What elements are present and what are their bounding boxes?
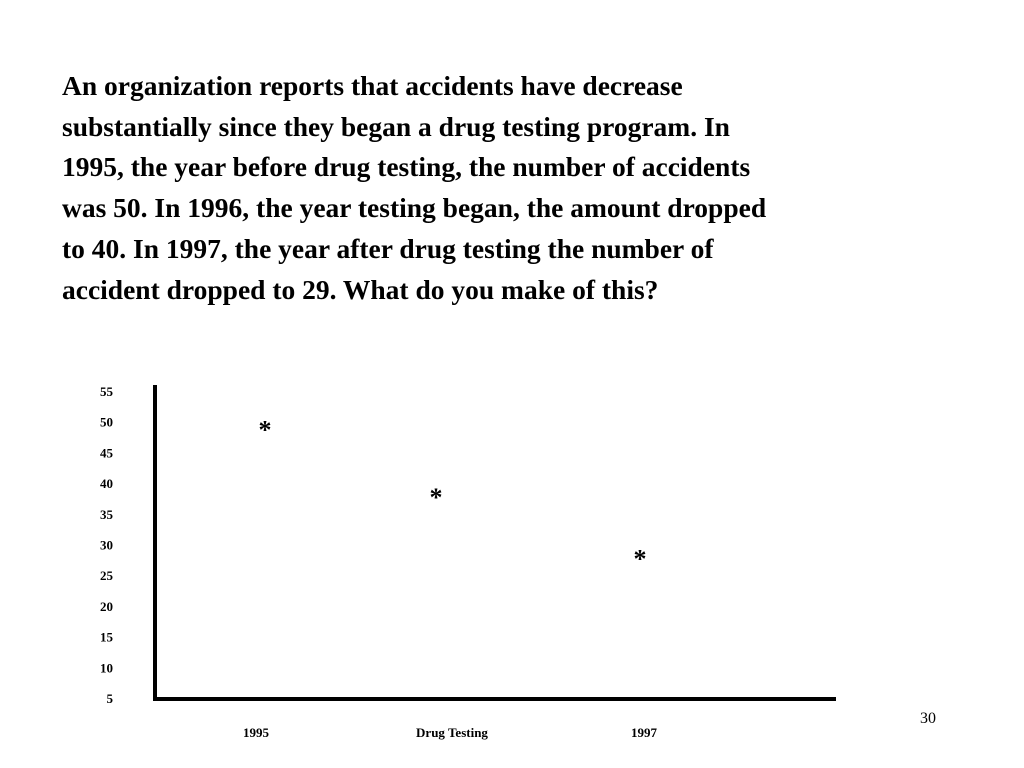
data-point-1997: *: [633, 544, 647, 574]
x-category-label-1995: 1995: [243, 725, 269, 740]
y-tick-label-30: 30: [100, 537, 113, 553]
data-point-1995: *: [258, 415, 272, 445]
y-tick-label-50: 50: [100, 414, 113, 430]
y-tick-label-10: 10: [100, 660, 113, 676]
y-tick-label-55: 55: [100, 384, 113, 399]
y-tick-label-25: 25: [100, 568, 113, 584]
page-number: 30: [920, 710, 936, 727]
y-tick-label-5: 5: [106, 691, 113, 706]
y-tick-label-20: 20: [100, 598, 113, 614]
y-tick-labels: [100, 384, 114, 706]
y-tick-label-15: 15: [100, 629, 113, 645]
x-category-label-drug-testing: Drug Testing: [416, 725, 488, 740]
data-point-drug-testing: *: [429, 483, 443, 513]
data-markers: [259, 416, 647, 574]
x-category-labels: [243, 725, 658, 740]
x-category-label-1997: 1997: [631, 725, 657, 740]
question-text: An organization reports that accidents have decrease substantially since they began a drug testing program. In 1995, the year before drug testing, the number of accidents was 50. In 1996, the year testing began, the amount dropped to 40. In 1997, the year after drug testing the number of accident dropped to 29. What do you make of this?: [62, 70, 767, 305]
y-tick-label-45: 45: [100, 445, 113, 461]
y-tick-label-35: 35: [100, 506, 113, 522]
y-tick-label-40: 40: [100, 476, 113, 492]
